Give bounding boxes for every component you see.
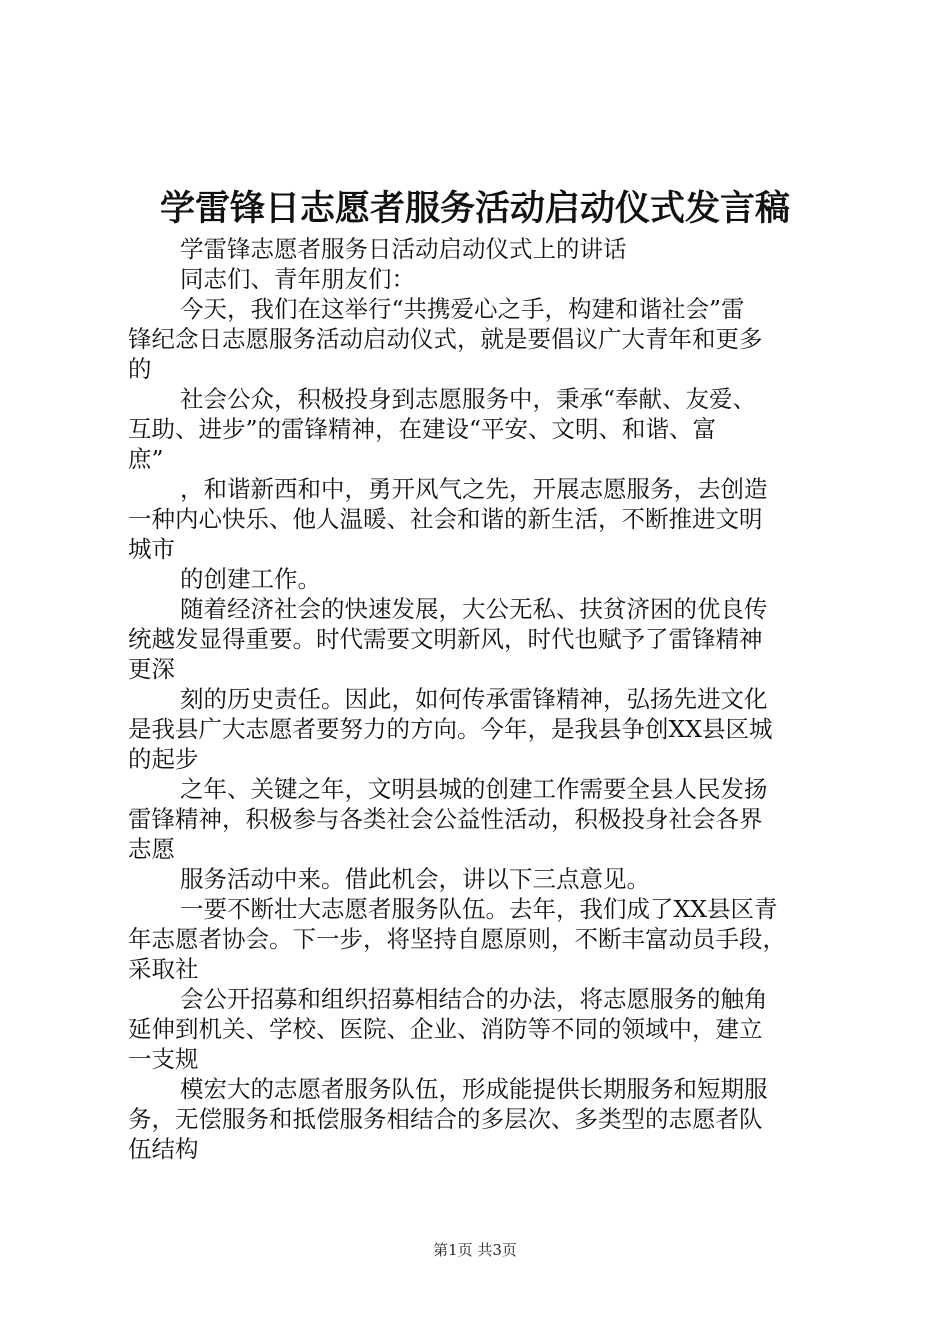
text-line: 服务活动中来。借此机会，讲以下三点意见。 [180,865,650,893]
text-line: 伍结构 [128,1135,199,1163]
text-line: 锋纪念日志愿服务活动启动仪式，就是要倡议广大青年和更多 [128,325,763,353]
page-number-footer: 第1页 共3页 [433,1241,517,1259]
text-line: 刻的历史责任。因此，如何传承雷锋精神，弘扬先进文化 [180,685,768,713]
document-body [128,234,840,1164]
text-line: 城市 [128,535,175,563]
text-line: 一要不断壮大志愿者服务队伍。去年，我们成了XX县区青 [180,895,778,923]
text-line: 社会公众，积极投身到志愿服务中，秉承“奉献、友爱、 [180,385,757,413]
text-line: 今天，我们在这举行“共携爱心之手，构建和谐社会”雷 [180,295,745,323]
text-line: 是我县广大志愿者要努力的方向。今年，是我县争创XX县区城 [128,715,773,743]
text-line: 务，无偿服务和抵偿服务相结合的多层次、多类型的志愿者队 [128,1105,763,1133]
text-line: 的起步 [128,745,199,773]
text-line: 志愿 [128,835,175,863]
text-line: 采取社 [128,955,199,983]
text-line: 同志们、青年朋友们： [180,265,415,293]
text-line: 统越发显得重要。时代需要文明新风，时代也赋予了雷锋精神 [128,625,763,653]
text-line: 一支规 [128,1045,199,1073]
text-line: 模宏大的志愿者服务队伍，形成能提供长期服务和短期服 [180,1075,768,1103]
text-line: 随着经济社会的快速发展，大公无私、扶贫济困的优良传 [180,595,768,623]
text-line: 庶” [128,445,164,473]
text-line: 更深 [128,655,175,683]
text-line: 会公开招募和组织招募相结合的办法，将志愿服务的触角 [180,985,768,1013]
text-line: 雷锋精神，积极参与各类社会公益性活动，积极投身社会各界 [128,805,763,833]
text-line: 一种内心快乐、他人温暖、社会和谐的新生活，不断推进文明 [128,505,763,533]
text-line: ，和谐新西和中，勇开风气之先，开展志愿服务，去创造 [180,475,768,503]
text-line: 延伸到机关、学校、医院、企业、消防等不同的领域中，建立 [128,1015,763,1043]
text-line: 的 [128,355,152,383]
text-line: 互助、进步”的雷锋精神，在建设“平安、文明、和谐、富 [128,415,717,443]
text-line: 学雷锋志愿者服务日活动启动仪式上的讲话 [180,235,627,263]
text-line: 之年、关键之年，文明县城的创建工作需要全县人民发扬 [180,775,768,803]
document-title: 学雷锋日志愿者服务活动启动仪式发言稿 [159,189,790,229]
text-line: 的创建工作。 [180,565,321,593]
text-line: 年志愿者协会。下一步，将坚持自愿原则，不断丰富动员手段， [128,925,786,953]
